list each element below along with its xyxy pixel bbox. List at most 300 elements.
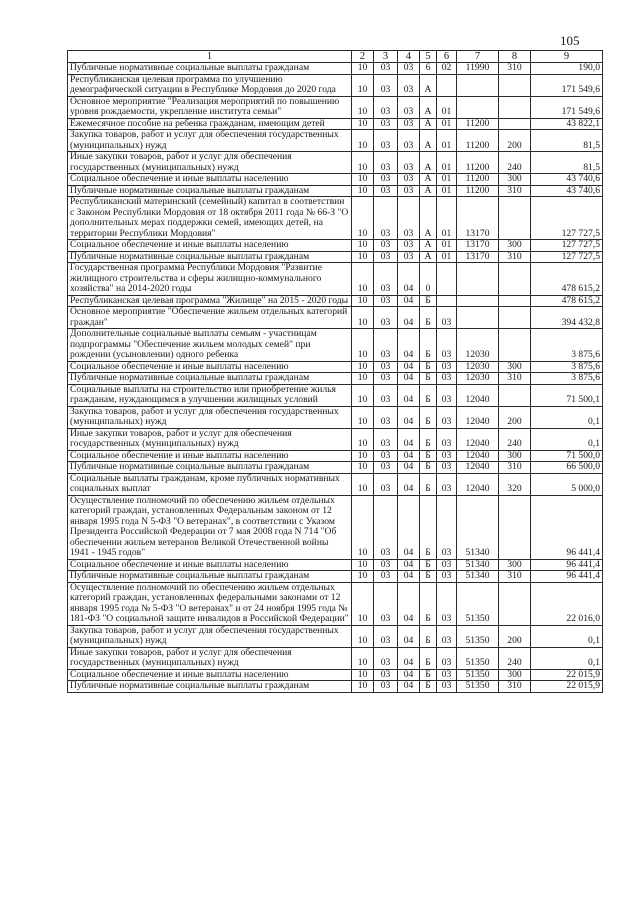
row-name-cell: Иные закупки товаров, работ и услуг для обеспечения государственных (муниципальных) нужд	[68, 647, 352, 669]
activity-code-cell: 03	[437, 669, 457, 681]
expense-type-cell: 200	[499, 130, 531, 152]
amount-cell: 478 615,2	[531, 295, 603, 307]
activity-code-cell: 01	[437, 174, 457, 186]
expense-type-cell: 300	[499, 669, 531, 681]
direction-code-cell: 13170	[457, 240, 499, 252]
row-name-cell: Иные закупки товаров, работ и услуг для обеспечения государственных (муниципальных) нужд	[68, 152, 352, 174]
budget-table	[67, 50, 603, 693]
amount-cell: 22 016,0	[531, 582, 603, 625]
expense-type-cell	[499, 96, 531, 118]
activity-code-cell: 03	[437, 462, 457, 474]
header-cell-subprogram: 5	[420, 51, 437, 63]
amount-cell: 3 875,6	[531, 373, 603, 385]
subsection-code-cell: 03	[374, 74, 398, 96]
expense-type-cell	[499, 197, 531, 240]
subsection-code-cell: 03	[374, 63, 398, 75]
section-code-cell: 10	[352, 462, 374, 474]
header-cell-activity: 6	[437, 51, 457, 63]
row-name-cell: Социальные выплаты гражданам, кроме публичных нормативных социальных выплат	[68, 473, 352, 495]
subsection-code-cell: 03	[374, 240, 398, 252]
direction-code-cell: 12040	[457, 428, 499, 450]
table-row	[68, 329, 603, 362]
section-code-cell: 10	[352, 582, 374, 625]
subprogram-code-cell: Б	[420, 384, 437, 406]
activity-code-cell: 01	[437, 96, 457, 118]
expense-type-cell	[499, 582, 531, 625]
activity-code-cell: 03	[437, 384, 457, 406]
section-code-cell: 10	[352, 495, 374, 559]
subprogram-code-cell: Б	[420, 361, 437, 373]
activity-code-cell: 01	[437, 118, 457, 130]
direction-code-cell: 13170	[457, 197, 499, 240]
amount-cell: 127 727,5	[531, 240, 603, 252]
row-name-cell: Публичные нормативные социальные выплаты гражданам	[68, 571, 352, 583]
activity-code-cell	[437, 263, 457, 296]
expense-type-cell	[499, 74, 531, 96]
program-code-cell: 04	[398, 450, 420, 462]
subprogram-code-cell: А	[420, 118, 437, 130]
direction-code-cell: 13170	[457, 251, 499, 263]
activity-code-cell: 03	[437, 406, 457, 428]
section-code-cell: 10	[352, 295, 374, 307]
table-row	[68, 681, 603, 693]
expense-type-cell: 240	[499, 152, 531, 174]
header-cell-name: 1	[68, 51, 352, 63]
section-code-cell: 10	[352, 63, 374, 75]
row-name-cell: Основное мероприятие "Обеспечение жильем отдельных категорий граждан"	[68, 307, 352, 329]
program-code-cell: 03	[398, 185, 420, 197]
subsection-code-cell: 03	[374, 307, 398, 329]
row-name-cell: Социальное обеспечение и иные выплаты населению	[68, 669, 352, 681]
section-code-cell: 10	[352, 406, 374, 428]
amount-cell: 478 615,2	[531, 263, 603, 296]
expense-type-cell: 310	[499, 681, 531, 693]
amount-cell: 81,5	[531, 152, 603, 174]
program-code-cell: 03	[398, 130, 420, 152]
amount-cell: 22 015,9	[531, 669, 603, 681]
direction-code-cell: 12040	[457, 406, 499, 428]
program-code-cell: 04	[398, 361, 420, 373]
direction-code-cell: 51350	[457, 669, 499, 681]
table-row	[68, 384, 603, 406]
activity-code-cell: 03	[437, 625, 457, 647]
row-name-cell: Публичные нормативные социальные выплаты гражданам	[68, 681, 352, 693]
amount-cell: 96 441,4	[531, 571, 603, 583]
section-code-cell: 10	[352, 263, 374, 296]
row-name-cell: Социальное обеспечение и иные выплаты населению	[68, 559, 352, 571]
direction-code-cell: 11200	[457, 185, 499, 197]
table-row	[68, 96, 603, 118]
amount-cell: 171 549,6	[531, 96, 603, 118]
amount-cell: 43 740,6	[531, 185, 603, 197]
direction-code-cell	[457, 74, 499, 96]
subsection-code-cell: 03	[374, 582, 398, 625]
row-name-cell: Социальные выплаты на строительство или приобретение жилья гражданам, нуждающимся в улучшении жилищных условий	[68, 384, 352, 406]
section-code-cell: 10	[352, 450, 374, 462]
activity-code-cell: 02	[437, 63, 457, 75]
activity-code-cell: 03	[437, 495, 457, 559]
subsection-code-cell: 03	[374, 295, 398, 307]
subsection-code-cell: 03	[374, 462, 398, 474]
table-row	[68, 295, 603, 307]
expense-type-cell: 300	[499, 559, 531, 571]
row-name-cell: Социальное обеспечение и иные выплаты населению	[68, 240, 352, 252]
table-row	[68, 130, 603, 152]
activity-code-cell: 01	[437, 197, 457, 240]
activity-code-cell: 01	[437, 185, 457, 197]
subprogram-code-cell: Б	[420, 450, 437, 462]
header-cell-section: 2	[352, 51, 374, 63]
subsection-code-cell: 03	[374, 559, 398, 571]
section-code-cell: 10	[352, 473, 374, 495]
expense-type-cell: 300	[499, 450, 531, 462]
amount-cell: 394 432,8	[531, 307, 603, 329]
direction-code-cell: 11200	[457, 130, 499, 152]
subprogram-code-cell: А	[420, 251, 437, 263]
subsection-code-cell: 03	[374, 406, 398, 428]
program-code-cell: 03	[398, 74, 420, 96]
row-name-cell: Республиканская целевая программа по улучшению демографической ситуации в Республике Мордовия до 2020 года	[68, 74, 352, 96]
direction-code-cell: 11200	[457, 174, 499, 186]
subsection-code-cell: 03	[374, 373, 398, 385]
expense-type-cell	[499, 329, 531, 362]
amount-cell: 71 500,0	[531, 450, 603, 462]
row-name-cell: Публичные нормативные социальные выплаты гражданам	[68, 63, 352, 75]
program-code-cell: 04	[398, 263, 420, 296]
section-code-cell: 10	[352, 559, 374, 571]
program-code-cell: 04	[398, 295, 420, 307]
direction-code-cell: 51340	[457, 559, 499, 571]
activity-code-cell: 03	[437, 582, 457, 625]
subprogram-code-cell: Б	[420, 329, 437, 362]
subsection-code-cell: 03	[374, 329, 398, 362]
row-name-cell: Дополнительные социальные выплаты семьям - участницам подпрограммы "Обеспечение жильем молодых семей" при рождении (усыновлении) одного ребенка	[68, 329, 352, 362]
program-code-cell: 04	[398, 669, 420, 681]
expense-type-cell: 300	[499, 361, 531, 373]
expense-type-cell: 320	[499, 473, 531, 495]
table-row	[68, 63, 603, 75]
table-row	[68, 118, 603, 130]
subsection-code-cell: 03	[374, 495, 398, 559]
direction-code-cell: 51340	[457, 495, 499, 559]
subprogram-code-cell: Б	[420, 559, 437, 571]
activity-code-cell: 03	[437, 559, 457, 571]
table-row	[68, 647, 603, 669]
amount-cell: 3 875,6	[531, 329, 603, 362]
section-code-cell: 10	[352, 307, 374, 329]
section-code-cell: 10	[352, 428, 374, 450]
subsection-code-cell: 03	[374, 473, 398, 495]
expense-type-cell	[499, 384, 531, 406]
subprogram-code-cell: Б	[420, 307, 437, 329]
expense-type-cell: 240	[499, 428, 531, 450]
expense-type-cell	[499, 495, 531, 559]
table-row	[68, 406, 603, 428]
page-number: 105	[560, 33, 580, 48]
activity-code-cell: 03	[437, 329, 457, 362]
activity-code-cell: 03	[437, 681, 457, 693]
subsection-code-cell: 03	[374, 185, 398, 197]
expense-type-cell: 240	[499, 647, 531, 669]
section-code-cell: 10	[352, 251, 374, 263]
direction-code-cell: 51340	[457, 571, 499, 583]
table-row	[68, 582, 603, 625]
section-code-cell: 10	[352, 96, 374, 118]
activity-code-cell: 03	[437, 450, 457, 462]
subsection-code-cell: 03	[374, 197, 398, 240]
program-code-cell: 04	[398, 559, 420, 571]
row-name-cell: Социальное обеспечение и иные выплаты населению	[68, 361, 352, 373]
table-row	[68, 251, 603, 263]
amount-cell: 43 822,1	[531, 118, 603, 130]
subprogram-code-cell: А	[420, 197, 437, 240]
expense-type-cell: 300	[499, 240, 531, 252]
program-code-cell: 04	[398, 384, 420, 406]
section-code-cell: 10	[352, 185, 374, 197]
table-row	[68, 462, 603, 474]
section-code-cell: 10	[352, 240, 374, 252]
section-code-cell: 10	[352, 681, 374, 693]
subprogram-code-cell: Б	[420, 625, 437, 647]
direction-code-cell	[457, 295, 499, 307]
subprogram-code-cell: А	[420, 96, 437, 118]
subsection-code-cell: 03	[374, 428, 398, 450]
activity-code-cell: 03	[437, 361, 457, 373]
subprogram-code-cell: Б	[420, 473, 437, 495]
amount-cell: 0,1	[531, 406, 603, 428]
section-code-cell: 10	[352, 174, 374, 186]
direction-code-cell: 51350	[457, 582, 499, 625]
subprogram-code-cell: Б	[420, 295, 437, 307]
direction-code-cell: 12040	[457, 462, 499, 474]
section-code-cell: 10	[352, 197, 374, 240]
direction-code-cell	[457, 263, 499, 296]
activity-code-cell: 03	[437, 373, 457, 385]
section-code-cell: 10	[352, 118, 374, 130]
subprogram-code-cell: А	[420, 240, 437, 252]
amount-cell: 0,1	[531, 647, 603, 669]
subsection-code-cell: 03	[374, 361, 398, 373]
section-code-cell: 10	[352, 669, 374, 681]
header-cell-subsection: 3	[374, 51, 398, 63]
direction-code-cell: 11200	[457, 118, 499, 130]
subprogram-code-cell: Б	[420, 373, 437, 385]
row-name-cell: Иные закупки товаров, работ и услуг для обеспечения государственных (муниципальных) нужд	[68, 428, 352, 450]
subsection-code-cell: 03	[374, 669, 398, 681]
section-code-cell: 10	[352, 647, 374, 669]
expense-type-cell	[499, 118, 531, 130]
program-code-cell: 04	[398, 307, 420, 329]
table-row	[68, 571, 603, 583]
expense-type-cell: 200	[499, 625, 531, 647]
row-name-cell: Закупка товаров, работ и услуг для обеспечения государственных (муниципальных) нужд	[68, 406, 352, 428]
subprogram-code-cell: А	[420, 174, 437, 186]
table-row	[68, 174, 603, 186]
program-code-cell: 03	[398, 251, 420, 263]
subprogram-code-cell: А	[420, 152, 437, 174]
table-row	[68, 263, 603, 296]
table-row	[68, 495, 603, 559]
activity-code-cell: 03	[437, 428, 457, 450]
expense-type-cell: 310	[499, 571, 531, 583]
activity-code-cell	[437, 74, 457, 96]
amount-cell: 3 875,6	[531, 361, 603, 373]
expense-type-cell: 300	[499, 174, 531, 186]
amount-cell: 190,0	[531, 63, 603, 75]
row-name-cell: Республиканская целевая программа "Жилище" на 2015 - 2020 годы	[68, 295, 352, 307]
section-code-cell: 10	[352, 130, 374, 152]
expense-type-cell	[499, 295, 531, 307]
amount-cell: 171 549,6	[531, 74, 603, 96]
subprogram-code-cell: Б	[420, 669, 437, 681]
program-code-cell: 04	[398, 473, 420, 495]
subsection-code-cell: 03	[374, 96, 398, 118]
amount-cell: 127 727,5	[531, 197, 603, 240]
program-code-cell: 04	[398, 647, 420, 669]
subsection-code-cell: 03	[374, 251, 398, 263]
subprogram-code-cell: А	[420, 74, 437, 96]
row-name-cell: Осуществление полномочий по обеспечению жильем отдельных категорий граждан, установленных Федеральным законом от 12 января 1995 года N 5-ФЗ "О ветеранах", в соответствии с Указом Президента Российской Федерации от 7 мая 2008 года N 714 "Об обеспечении жильем ветеранов Великой Отечественной войны 1941 - 1945 годов"	[68, 495, 352, 559]
subsection-code-cell: 03	[374, 647, 398, 669]
expense-type-cell: 310	[499, 185, 531, 197]
program-code-cell: 03	[398, 174, 420, 186]
table-row	[68, 473, 603, 495]
table-row	[68, 450, 603, 462]
activity-code-cell	[437, 295, 457, 307]
table-row	[68, 625, 603, 647]
direction-code-cell	[457, 307, 499, 329]
section-code-cell: 10	[352, 74, 374, 96]
program-code-cell: 04	[398, 462, 420, 474]
row-name-cell: Социальное обеспечение и иные выплаты населению	[68, 174, 352, 186]
program-code-cell: 04	[398, 625, 420, 647]
amount-cell: 81,5	[531, 130, 603, 152]
activity-code-cell: 01	[437, 130, 457, 152]
amount-cell: 0,1	[531, 625, 603, 647]
subprogram-code-cell: Б	[420, 647, 437, 669]
subsection-code-cell: 03	[374, 571, 398, 583]
header-cell-direction: 7	[457, 51, 499, 63]
row-name-cell: Ежемесячное пособие на ребенка гражданам, имеющим детей	[68, 118, 352, 130]
direction-code-cell: 12030	[457, 361, 499, 373]
expense-type-cell	[499, 307, 531, 329]
direction-code-cell: 11200	[457, 152, 499, 174]
row-name-cell: Социальное обеспечение и иные выплаты населению	[68, 450, 352, 462]
program-code-cell: 04	[398, 406, 420, 428]
program-code-cell: 03	[398, 152, 420, 174]
subprogram-code-cell: Б	[420, 406, 437, 428]
amount-cell: 71 500,1	[531, 384, 603, 406]
section-code-cell: 10	[352, 329, 374, 362]
subprogram-code-cell: 0	[420, 263, 437, 296]
amount-cell: 43 740,6	[531, 174, 603, 186]
program-code-cell: 04	[398, 582, 420, 625]
program-code-cell: 04	[398, 428, 420, 450]
direction-code-cell: 51350	[457, 625, 499, 647]
activity-code-cell: 01	[437, 240, 457, 252]
subsection-code-cell: 03	[374, 118, 398, 130]
activity-code-cell: 03	[437, 571, 457, 583]
amount-cell: 22 015,9	[531, 681, 603, 693]
amount-cell: 5 000,0	[531, 473, 603, 495]
row-name-cell: Основное мероприятие "Реализация мероприятий по повышению уровня рождаемости, укрепление института семьи"	[68, 96, 352, 118]
expense-type-cell: 200	[499, 406, 531, 428]
row-name-cell: Закупка товаров, работ и услуг для обеспечения государственных (муниципальных) нужд	[68, 130, 352, 152]
activity-code-cell: 03	[437, 307, 457, 329]
header-cell-amount: 9	[531, 51, 603, 63]
section-code-cell: 10	[352, 373, 374, 385]
expense-type-cell: 310	[499, 373, 531, 385]
activity-code-cell: 01	[437, 152, 457, 174]
section-code-cell: 10	[352, 625, 374, 647]
subprogram-code-cell: 6	[420, 63, 437, 75]
activity-code-cell: 03	[437, 647, 457, 669]
program-code-cell: 04	[398, 571, 420, 583]
direction-code-cell: 51350	[457, 647, 499, 669]
table-row	[68, 361, 603, 373]
table-row	[68, 197, 603, 240]
direction-code-cell: 12030	[457, 373, 499, 385]
subsection-code-cell: 03	[374, 450, 398, 462]
table-row	[68, 373, 603, 385]
direction-code-cell: 12040	[457, 473, 499, 495]
section-code-cell: 10	[352, 571, 374, 583]
expense-type-cell	[499, 263, 531, 296]
table-row	[68, 559, 603, 571]
section-code-cell: 10	[352, 152, 374, 174]
program-code-cell: 03	[398, 118, 420, 130]
activity-code-cell: 03	[437, 473, 457, 495]
program-code-cell: 03	[398, 63, 420, 75]
table-row	[68, 240, 603, 252]
row-name-cell: Публичные нормативные социальные выплаты гражданам	[68, 185, 352, 197]
subsection-code-cell: 03	[374, 174, 398, 186]
program-code-cell: 03	[398, 96, 420, 118]
amount-cell: 96 441,4	[531, 495, 603, 559]
program-code-cell: 03	[398, 240, 420, 252]
subsection-code-cell: 03	[374, 625, 398, 647]
program-code-cell: 04	[398, 681, 420, 693]
subprogram-code-cell: Б	[420, 571, 437, 583]
row-name-cell: Публичные нормативные социальные выплаты гражданам	[68, 373, 352, 385]
subprogram-code-cell: Б	[420, 582, 437, 625]
table-row	[68, 74, 603, 96]
expense-type-cell: 310	[499, 63, 531, 75]
table-row	[68, 185, 603, 197]
table-row	[68, 152, 603, 174]
program-code-cell: 04	[398, 373, 420, 385]
subprogram-code-cell: Б	[420, 681, 437, 693]
row-name-cell: Государственная программа Республики Мордовия "Развитие жилищного строительства и сферы жилищно-коммунального хозяйства" на 2014-2020 годы	[68, 263, 352, 296]
direction-code-cell	[457, 96, 499, 118]
row-name-cell: Публичные нормативные социальные выплаты гражданам	[68, 462, 352, 474]
header-cell-program: 4	[398, 51, 420, 63]
subsection-code-cell: 03	[374, 263, 398, 296]
row-name-cell: Публичные нормативные социальные выплаты гражданам	[68, 251, 352, 263]
amount-cell: 96 441,4	[531, 559, 603, 571]
subprogram-code-cell: Б	[420, 462, 437, 474]
row-name-cell: Осуществление полномочий по обеспечению жильем отдельных категорий граждан, установленных федеральными законами от 12 января 1995 года № 5-ФЗ "О ветеранах" и от 24 ноября 1995 года № 181-ФЗ "О социальной защите инвалидов в Российской Федерации"	[68, 582, 352, 625]
subsection-code-cell: 03	[374, 152, 398, 174]
subprogram-code-cell: А	[420, 130, 437, 152]
expense-type-cell: 310	[499, 251, 531, 263]
table-row	[68, 428, 603, 450]
program-code-cell: 04	[398, 495, 420, 559]
amount-cell: 0,1	[531, 428, 603, 450]
subprogram-code-cell: Б	[420, 428, 437, 450]
direction-code-cell: 11990	[457, 63, 499, 75]
section-code-cell: 10	[352, 384, 374, 406]
